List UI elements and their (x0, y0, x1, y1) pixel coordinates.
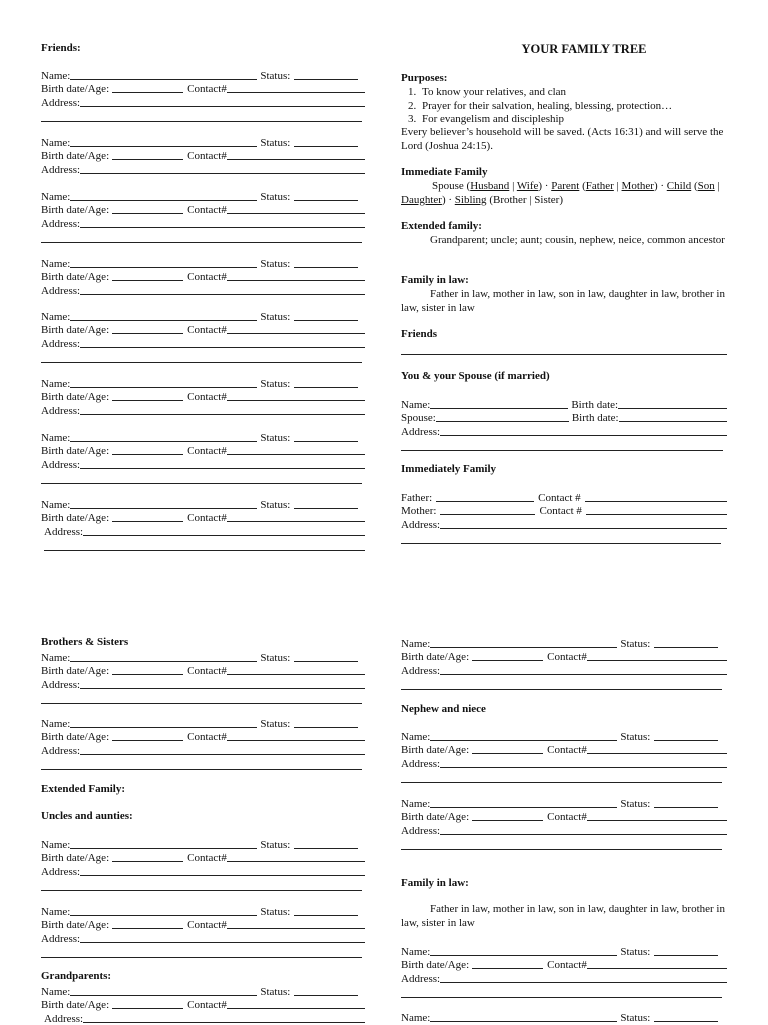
grandparent-entry-1: Name: Status: Birth date/Age: Contact# Address: (41, 984, 365, 1025)
father-contact-field[interactable] (585, 501, 727, 502)
contact-field[interactable] (227, 674, 365, 675)
name-field[interactable] (430, 807, 617, 808)
contact-field[interactable] (227, 92, 365, 93)
address-field[interactable] (83, 1022, 365, 1023)
purpose-item: 3. For evangelism and discipleship (419, 113, 727, 127)
contact-field[interactable] (227, 400, 365, 401)
birth-age-field[interactable] (472, 660, 543, 661)
your-birth-date-field[interactable] (618, 408, 727, 409)
contact-field[interactable] (227, 159, 365, 160)
status-field[interactable] (294, 848, 358, 849)
birth-age-field[interactable] (112, 521, 183, 522)
contact-field[interactable] (227, 454, 365, 455)
address-line-2[interactable] (41, 691, 362, 705)
address-field[interactable] (80, 688, 365, 689)
status-field[interactable] (654, 955, 718, 956)
status-field[interactable] (654, 647, 718, 648)
inlaw-entry-1: Name: Status: Birth date/Age: Contact# Address: (401, 944, 727, 998)
address-field[interactable] (83, 535, 365, 536)
page-title: YOUR FAMILY TREE (521, 42, 647, 56)
status-field[interactable] (294, 661, 358, 662)
address-line-2[interactable] (41, 350, 362, 364)
status-field[interactable] (294, 441, 358, 442)
status-field[interactable] (654, 807, 718, 808)
friends-heading: Friends: (41, 42, 81, 54)
name-field[interactable] (70, 508, 257, 509)
friend-entry-5: Name: Status: Birth date/Age: Contact# Address: (41, 309, 365, 363)
contact-field[interactable] (227, 861, 365, 862)
status-field[interactable] (294, 267, 358, 268)
friend-entry-4: Name: Status: Birth date/Age: Contact# Address: (41, 256, 365, 297)
address-field[interactable] (440, 982, 727, 983)
birth-age-field[interactable] (112, 674, 183, 675)
contact-field[interactable] (227, 280, 365, 281)
address-field[interactable] (440, 767, 727, 768)
address-field[interactable] (80, 347, 365, 348)
birth-age-field[interactable] (112, 928, 183, 929)
birth-age-field[interactable] (112, 1008, 183, 1009)
contact-field[interactable] (587, 753, 727, 754)
address-line-2[interactable] (401, 770, 722, 784)
status-field[interactable] (294, 320, 358, 321)
purposes-list (401, 86, 727, 127)
contact-field[interactable] (587, 660, 727, 661)
spouse-birth-date-field[interactable] (619, 421, 727, 422)
inlaw-entry-2: Name: Status: (401, 1010, 727, 1024)
name-field[interactable] (70, 995, 257, 996)
contact-field[interactable] (227, 521, 365, 522)
status-field[interactable] (294, 915, 358, 916)
name-field[interactable] (70, 441, 257, 442)
friend-entry-7: Name: Status: Birth date/Age: Contact# Address: (41, 430, 365, 484)
birth-age-field[interactable] (112, 454, 183, 455)
brothers-sisters-heading: Brothers & Sisters (41, 636, 129, 648)
address-line-2[interactable] (41, 757, 362, 771)
contact-field[interactable] (587, 968, 727, 969)
family-in-law-text: Father in law, mother in law, son in law, daughter in law, brother in law, sister in law (401, 288, 725, 314)
name-field[interactable] (70, 267, 257, 268)
contact-field[interactable] (227, 333, 365, 334)
believer-text: Every believer’s household will be saved. (Acts 16:31) and will serve the Lord (Joshua 24:15). (401, 126, 724, 152)
address-line-2[interactable] (41, 471, 362, 485)
uncle-entry-2: Name: Status: Birth date/Age: Contact# Address: (41, 904, 365, 958)
address-line-2[interactable] (401, 837, 722, 851)
status-field[interactable] (294, 727, 358, 728)
status-field[interactable] (294, 79, 358, 80)
address-line-2[interactable] (41, 230, 362, 244)
name-field[interactable] (70, 915, 257, 916)
birth-age-field[interactable] (112, 740, 183, 741)
status-field[interactable] (294, 200, 358, 201)
address-field[interactable] (80, 875, 365, 876)
name-field[interactable] (430, 740, 617, 741)
birth-age-field[interactable] (112, 400, 183, 401)
friend-entry-3: Name: Status: Birth date/Age: Contact# Address: (41, 189, 365, 243)
name-field[interactable] (70, 79, 257, 80)
birth-age-field[interactable] (112, 92, 183, 93)
spouse-name-field[interactable] (436, 421, 569, 422)
nephew-entry-2: Name: Status: Birth date/Age: Contact# Address: (401, 796, 727, 850)
address-line-2[interactable] (41, 878, 362, 892)
birth-age-field[interactable] (112, 280, 183, 281)
birth-age-field[interactable] (112, 159, 183, 160)
grandparents-heading: Grandparents: (41, 970, 112, 982)
address-field[interactable] (80, 173, 365, 174)
birth-age-field[interactable] (112, 861, 183, 862)
name-field[interactable] (430, 955, 617, 956)
status-field[interactable] (294, 146, 358, 147)
friend-entry-6: Name: Status: Birth date/Age: Contact# Address: (41, 376, 365, 417)
address-field[interactable] (80, 414, 365, 415)
name-field[interactable] (70, 661, 257, 662)
you-spouse-heading: You & your Spouse (if married) (401, 370, 550, 382)
uncles-aunties-heading: Uncles and aunties: (41, 810, 133, 822)
you-spouse-entry: Name: Birth date: Spouse: Birth date: Address: (401, 397, 727, 451)
mother-contact-field[interactable] (586, 514, 727, 515)
address-line-2[interactable] (401, 531, 721, 545)
status-field[interactable] (294, 387, 358, 388)
immediate-family-text: Spouse (Husband | Wife) · Parent (Father | Mother) · Child (Son | Daughter) · Sibling (Brother | Sister) (401, 180, 720, 206)
extended-family-heading: Extended family: (401, 220, 482, 232)
status-field[interactable] (294, 508, 358, 509)
parents-entry: Father: Contact # Mother: Contact # Address: (401, 490, 727, 544)
right-entry-1: Name: Status: Birth date/Age: Contact# Address: (401, 636, 727, 690)
contact-field[interactable] (227, 213, 365, 214)
extended-family-text: Grandparent; uncle; aunt; cousin, nephew, neice, common ancestor (430, 234, 725, 246)
address-line-2[interactable] (401, 677, 722, 691)
address-field[interactable] (440, 528, 727, 529)
friend-entry-8: Name: Status: Birth date/Age: Contact# Address: (41, 497, 365, 551)
address-line-2[interactable] (44, 538, 365, 552)
mother-field[interactable] (440, 514, 535, 515)
address-line-2[interactable] (41, 945, 362, 959)
uncle-entry-1: Name: Status: Birth date/Age: Contact# Address: (41, 837, 365, 891)
name-field[interactable] (70, 200, 257, 201)
name-field[interactable] (70, 727, 257, 728)
address-field[interactable] (80, 227, 365, 228)
address-field[interactable] (440, 834, 727, 835)
address-line-2[interactable] (401, 985, 722, 999)
address-field[interactable] (80, 294, 365, 295)
immediately-family-heading: Immediately Family (401, 463, 497, 475)
friends-heading-right: Friends (401, 328, 438, 340)
friends-line[interactable] (401, 354, 727, 355)
birth-age-field[interactable] (112, 333, 183, 334)
purposes-heading: Purposes: (401, 72, 448, 84)
address-line-2[interactable] (401, 438, 723, 452)
sibling-entry-2: Name: Status: Birth date/Age: Contact# Address: (41, 716, 365, 770)
family-in-law-text-2: Father in law, mother in law, son in law, daughter in law, brother in law, sister in law (401, 903, 725, 929)
status-field[interactable] (654, 1021, 718, 1022)
birth-age-field[interactable] (472, 968, 543, 969)
name-field[interactable] (430, 1021, 617, 1022)
status-field[interactable] (654, 740, 718, 741)
address-field[interactable] (440, 674, 727, 675)
contact-field[interactable] (227, 1008, 365, 1009)
address-field[interactable] (80, 106, 365, 107)
family-in-law-heading-2: Family in law: (401, 877, 469, 889)
nephew-entry-1: Name: Status: Birth date/Age: Contact# Address: (401, 729, 727, 783)
contact-field[interactable] (227, 740, 365, 741)
nephew-niece-heading: Nephew and niece (401, 703, 486, 715)
address-field[interactable] (80, 468, 365, 469)
sibling-entry-1: Name: Status: Birth date/Age: Contact# Address: (41, 650, 365, 704)
purpose-item: 1. To know your relatives, and clan (419, 86, 727, 100)
address-field[interactable] (80, 942, 365, 943)
your-name-field[interactable] (430, 408, 568, 409)
name-field[interactable] (430, 647, 617, 648)
name-field[interactable] (70, 320, 257, 321)
contact-field[interactable] (587, 820, 727, 821)
contact-field[interactable] (227, 928, 365, 929)
birth-age-field[interactable] (112, 213, 183, 214)
address-line-2[interactable] (41, 109, 362, 123)
birth-age-field[interactable] (472, 820, 543, 821)
name-field[interactable] (70, 146, 257, 147)
birth-age-field[interactable] (472, 753, 543, 754)
family-in-law-heading: Family in law: (401, 274, 469, 286)
extended-family-heading: Extended Family: (41, 783, 126, 795)
friend-entry-1: Name: Status: Birth date/Age: Contact# Address: (41, 68, 365, 122)
address-field[interactable] (440, 435, 727, 436)
friend-entry-2: Name: Status: Birth date/Age: Contact# Address: (41, 135, 365, 176)
status-field[interactable] (294, 995, 358, 996)
purpose-item: 2. Prayer for their salvation, healing, blessing, protection… (419, 100, 727, 114)
father-field[interactable] (436, 501, 534, 502)
name-field[interactable] (70, 848, 257, 849)
immediate-family-heading: Immediate Family (401, 166, 488, 178)
address-field[interactable] (80, 754, 365, 755)
name-field[interactable] (70, 387, 257, 388)
